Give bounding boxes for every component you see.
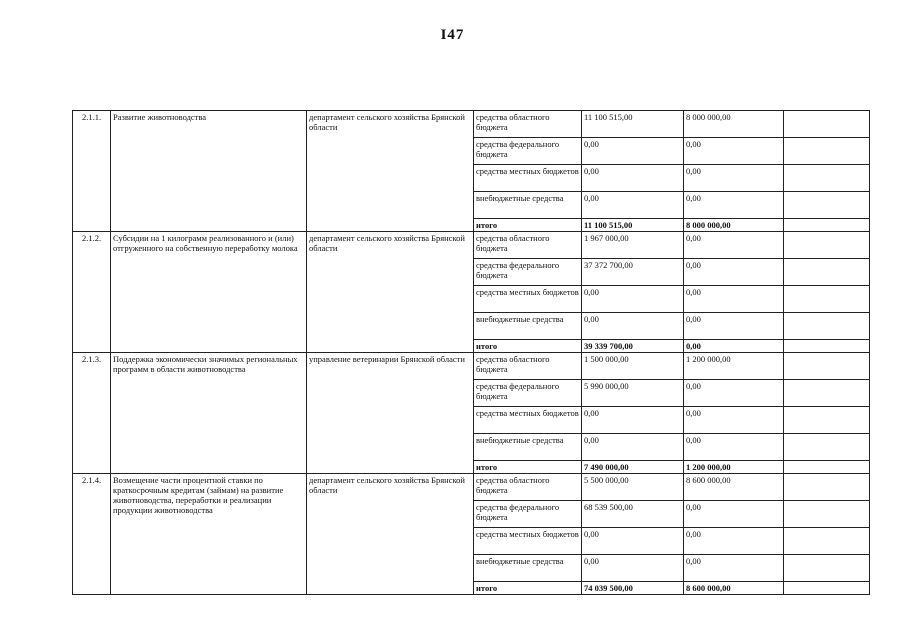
amount-1: 0,00 xyxy=(582,407,684,434)
amount-3 xyxy=(784,165,870,192)
total-amount-1: 7 490 000,00 xyxy=(582,461,684,474)
table-row xyxy=(73,474,870,501)
total-amount-3 xyxy=(784,340,870,353)
amount-1: 0,00 xyxy=(582,286,684,313)
amount-2: 0,00 xyxy=(684,192,784,219)
funding-source: средства местных бюджетов xyxy=(474,407,582,434)
amount-2: 0,00 xyxy=(684,555,784,582)
amount-2: 0,00 xyxy=(684,501,784,528)
amount-3 xyxy=(784,380,870,407)
funding-source: средства федерального бюджета xyxy=(474,501,582,528)
amount-3 xyxy=(784,259,870,286)
measure-name: Субсидии на 1 килограмм реализованного и (или) отгруженного на собственную переработку молока xyxy=(111,232,307,353)
amount-3 xyxy=(784,192,870,219)
total-amount-2: 1 200 000,00 xyxy=(684,461,784,474)
funding-source: средства областного бюджета xyxy=(474,111,582,138)
amount-1: 0,00 xyxy=(582,528,684,555)
total-amount-3 xyxy=(784,582,870,595)
amount-2: 0,00 xyxy=(684,259,784,286)
amount-2: 0,00 xyxy=(684,528,784,555)
amount-1: 0,00 xyxy=(582,313,684,340)
funding-source: внебюджетные средства xyxy=(474,434,582,461)
measure-name: Развитие животноводства xyxy=(111,111,307,232)
amount-1: 0,00 xyxy=(582,434,684,461)
amount-2: 1 200 000,00 xyxy=(684,353,784,380)
amount-1: 1 967 000,00 xyxy=(582,232,684,259)
amount-1: 37 372 700,00 xyxy=(582,259,684,286)
total-label: итого xyxy=(474,340,582,353)
amount-3 xyxy=(784,353,870,380)
amount-2: 0,00 xyxy=(684,286,784,313)
executor-name: департамент сельского хозяйства Брянской области xyxy=(307,232,474,353)
executor-name: департамент сельского хозяйства Брянской области xyxy=(307,111,474,232)
funding-source: внебюджетные средства xyxy=(474,555,582,582)
amount-2: 0,00 xyxy=(684,434,784,461)
funding-source: средства местных бюджетов xyxy=(474,286,582,313)
funding-source: внебюджетные средства xyxy=(474,192,582,219)
table-row xyxy=(73,353,870,380)
amount-3 xyxy=(784,111,870,138)
amount-3 xyxy=(784,474,870,501)
funding-source: средства областного бюджета xyxy=(474,232,582,259)
amount-1: 68 539 500,00 xyxy=(582,501,684,528)
section-number: 2.1.3. xyxy=(73,353,111,474)
funding-source: внебюджетные средства xyxy=(474,313,582,340)
amount-3 xyxy=(784,138,870,165)
total-amount-3 xyxy=(784,219,870,232)
table-row xyxy=(73,111,870,138)
amount-2: 8 600 000,00 xyxy=(684,474,784,501)
amount-2: 0,00 xyxy=(684,313,784,340)
funding-source: средства федерального бюджета xyxy=(474,380,582,407)
amount-2: 8 000 000,00 xyxy=(684,111,784,138)
amount-3 xyxy=(784,313,870,340)
total-amount-2: 8 600 000,00 xyxy=(684,582,784,595)
executor-name: управление ветеринарии Брянской области xyxy=(307,353,474,474)
total-amount-1: 39 339 700,00 xyxy=(582,340,684,353)
amount-3 xyxy=(784,528,870,555)
table-row xyxy=(73,232,870,259)
amount-1: 5 500 000,00 xyxy=(582,474,684,501)
funding-source: средства областного бюджета xyxy=(474,353,582,380)
total-amount-2: 8 000 000,00 xyxy=(684,219,784,232)
amount-1: 11 100 515,00 xyxy=(582,111,684,138)
amount-2: 0,00 xyxy=(684,138,784,165)
amount-2: 0,00 xyxy=(684,232,784,259)
amount-1: 0,00 xyxy=(582,192,684,219)
total-label: итого xyxy=(474,461,582,474)
amount-1: 0,00 xyxy=(582,165,684,192)
total-amount-2: 0,00 xyxy=(684,340,784,353)
amount-2: 0,00 xyxy=(684,380,784,407)
total-amount-1: 74 039 500,00 xyxy=(582,582,684,595)
page-number: I47 xyxy=(440,27,465,43)
amount-1: 0,00 xyxy=(582,555,684,582)
funding-source: средства федерального бюджета xyxy=(474,259,582,286)
funding-source: средства местных бюджетов xyxy=(474,528,582,555)
section-number: 2.1.1. xyxy=(73,111,111,232)
amount-2: 0,00 xyxy=(684,165,784,192)
amount-3 xyxy=(784,407,870,434)
total-amount-1: 11 100 515,00 xyxy=(582,219,684,232)
funding-source: средства областного бюджета xyxy=(474,474,582,501)
total-label: итого xyxy=(474,582,582,595)
amount-3 xyxy=(784,501,870,528)
funding-source: средства федерального бюджета xyxy=(474,138,582,165)
amount-3 xyxy=(784,286,870,313)
funding-source: средства местных бюджетов xyxy=(474,165,582,192)
amount-3 xyxy=(784,555,870,582)
amount-1: 0,00 xyxy=(582,138,684,165)
budget-table xyxy=(72,110,870,595)
budget-table-body xyxy=(73,111,870,595)
section-number: 2.1.4. xyxy=(73,474,111,595)
total-label: итого xyxy=(474,219,582,232)
executor-name: департамент сельского хозяйства Брянской области xyxy=(307,474,474,595)
amount-3 xyxy=(784,434,870,461)
amount-2: 0,00 xyxy=(684,407,784,434)
measure-name: Поддержка экономически значимых региональных программ в области животноводства xyxy=(111,353,307,474)
measure-name: Возмещение части процентной ставки по краткосрочным кредитам (займам) на развитие животноводства, переработки и реализации продукции животноводства xyxy=(111,474,307,595)
amount-1: 1 500 000,00 xyxy=(582,353,684,380)
amount-1: 5 990 000,00 xyxy=(582,380,684,407)
amount-3 xyxy=(784,232,870,259)
section-number: 2.1.2. xyxy=(73,232,111,353)
total-amount-3 xyxy=(784,461,870,474)
